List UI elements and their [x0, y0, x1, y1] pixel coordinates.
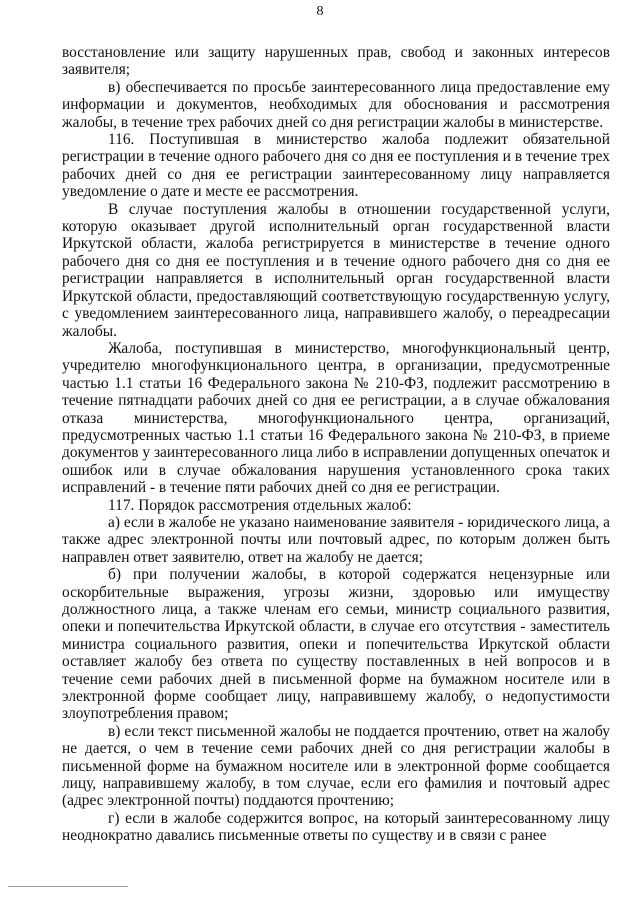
- paragraph-2: в) обеспечивается по просьбе заинтересованного лица предоставление ему информации и документов, необходимых для обоснования и рассмотрения жалобы, в течение трех рабочих дней со дня регистрации жалобы в министерстве.: [62, 78, 610, 131]
- paragraph-7: а) если в жалобе не указано наименование заявителя - юридического лица, а также адрес электронной почты или почтовый адрес, по которым должен быть направлен ответ заявителю, ответ на жалобу не дается;: [62, 513, 610, 566]
- document-body: [62, 44, 610, 845]
- paragraph-8: б) при получении жалобы, в которой содержатся нецензурные или оскорбительные выражения, угрозы жизни, здоровью или имуществу должностного лица, а также членам его семьи, министр социального развития, опеки и попечительства Иркутской области, в случае его отсутствия - заместитель министра социального развития, опеки и попечительства Иркутской области оставляет жалобу без ответа по существу поставленных в ней вопросов и в течение семи рабочих дней в письменной форме на бумажном носителе или в электронной форме сообщает лицу, направившему жалобу, о недопустимости злоупотребления правом;: [62, 566, 610, 723]
- paragraph-9: в) если текст письменной жалобы не поддается прочтению, ответ на жалобу не дается, о чем в течение семи рабочих дней со дня регистрации жалобы в письменной форме на бумажном носителе или в электронной форме сообщается лицу, направившему жалобу, в том случае, если его фамилия и почтовый адрес (адрес электронной почты) поддаются прочтению;: [62, 722, 610, 810]
- paragraph-3: 116. Поступившая в министерство жалоба подлежит обязательной регистрации в течение одного рабочего дня со дня ее поступления и в течение трех рабочих дней со дня ее регистрации заинтересованному лицу направляется уведомление о дате и месте ее рассмотрения.: [62, 131, 610, 201]
- paragraph-4: В случае поступления жалобы в отношении государственной услуги, которую оказывает другой исполнительный орган государственной власти Иркутской области, жалоба регистрируется в министерстве в течение одного рабочего дня со дня ее поступления и в течение одного рабочего дня со дня ее регистрации направляется в исполнительный орган государственной власти Иркутской области, предоставляющий соответствующую государственную услугу, с уведомлением заинтересованного лица, направившего жалобу, о переадресации жалобы.: [62, 200, 610, 340]
- paragraph-5: Жалоба, поступившая в министерство, многофункциональный центр, учредителю многофункционального центра, в организации, предусмотренные частью 1.1 статьи 16 Федерального закона № 210-ФЗ, подлежит рассмотрению в течение пятнадцати рабочих дней со дня ее регистрации, а в случае обжалования отказа министерства, многофункционального центра, организаций, предусмотренных частью 1.1 статьи 16 Федерального закона № 210-ФЗ, в приеме документов у заинтересованного лица либо в исправлении допущенных опечаток и ошибок или в случае обжалования нарушения установленного срока таких исправлений - в течение пяти рабочих дней со дня ее регистрации.: [62, 339, 610, 497]
- page-number: 8: [316, 4, 324, 19]
- paragraph-6: 117. Порядок рассмотрения отдельных жалоб:: [108, 496, 412, 514]
- paragraph-1: восстановление или защиту нарушенных прав, свобод и законных интересов заявителя;: [62, 44, 610, 79]
- paragraph-10: г) если в жалобе содержится вопрос, на который заинтересованному лицу неоднократно давались письменные ответы по существу и в связи с ранее: [62, 809, 610, 845]
- footnote-divider: [8, 886, 128, 887]
